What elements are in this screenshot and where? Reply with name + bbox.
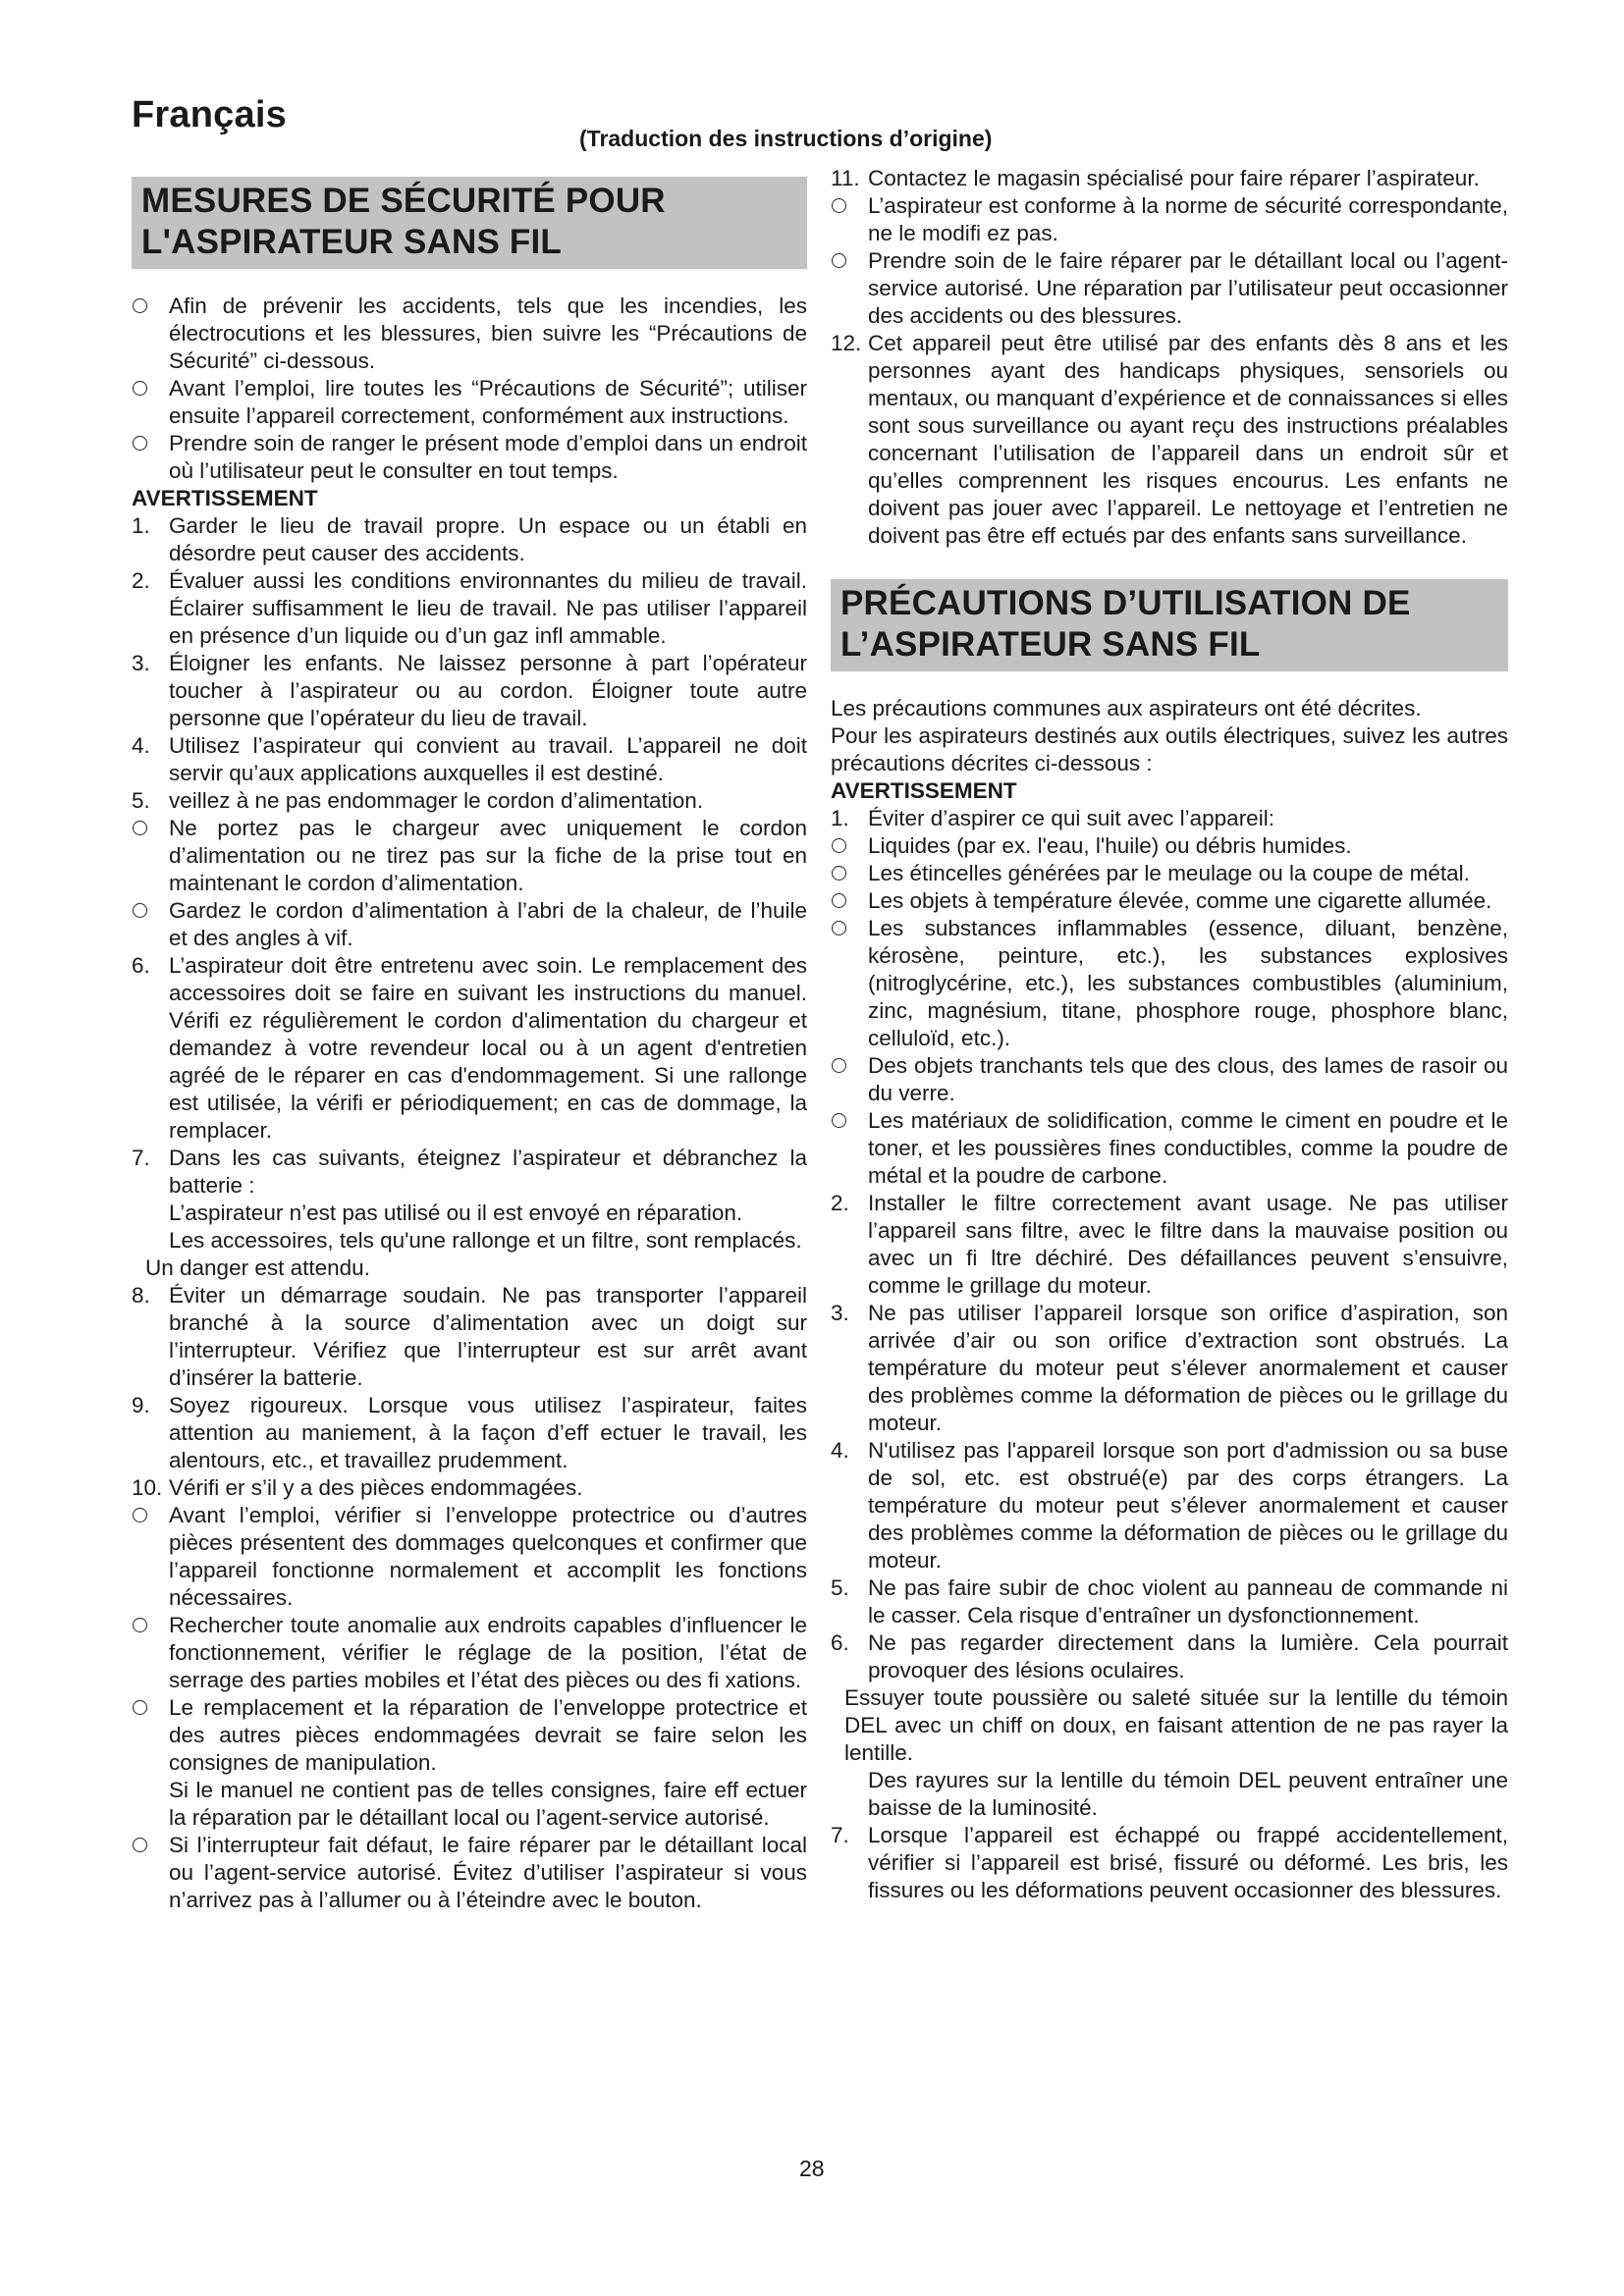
list-item: Les étincelles générées par le meulage ou la coupe de métal. [831,860,1508,887]
bullet-circle-icon [832,1113,846,1128]
list-item: Ne portez pas le chargeur avec uniquement le cordon d’alimentation ou ne tirez pas sur la fiche de la prise tout en maintenant le cordon d’alimentation. [132,815,807,897]
list-item: 5. Ne pas faire subir de choc violent au panneau de commande ni le casser. Cela risque d’entraîner un dysfonctionnement. [831,1575,1508,1628]
list-item: 6. L’aspirateur doit être entretenu avec soin. Le remplacement des accessoires doit se faire en suivant les instructions du manuel. Vérifi ez régulièrement le cordon d'alimentation du chargeur et demandez à votre revendeur local ou à un agent d'entretien agréé de le réparer en cas d'endommagement. Si une rallonge est utilisée, la vérifi er périodiquement; en cas de dommage, la remplacer. [132,953,807,1143]
list-item-continuation: Les accessoires, tels qu'une rallonge et un filtre, sont remplacés. [169,1228,802,1253]
warning-label: AVERTISSEMENT [132,486,318,510]
list-item: Les substances inflammables (essence, diluant, benzène, kérosène, peinture, etc.), les substances explosives (nitroglycérine, etc.), les substances combustibles (aluminium, zinc, magnésium, titane, phosphore rouge, phosphore blanc, celluloïd, etc.). [831,915,1508,1052]
list-item: Avant l’emploi, vérifier si l’enveloppe protectrice ou d’autres pièces présentent des dommages quelconques et confirmer que l’appareil fonctionne normalement et accomplit les fonctions nécessaires. [132,1502,807,1612]
list-item-continuation: Un danger est attendu. [145,1255,370,1280]
list-item: Des objets tranchants tels que des clous, des lames de rasoir ou du verre. [831,1052,1508,1107]
list-item: 10. Vérifi er s’il y a des pièces endommagées. [132,1475,583,1500]
bullet-circle-icon [133,821,147,835]
list-item-continuation: Essuyer toute poussière ou saleté située sur la lentille du témoin DEL avec un chiff on doux, en faisant attention de ne pas rayer la lentille. [844,1685,1508,1765]
section-heading-safety: MESURES DE SÉCURITÉ POUR L'ASPIRATEUR SANS FIL [132,177,807,269]
list-item: Les objets à température élevée, comme une cigarette allumée. [831,887,1508,915]
bullet-circle-icon [832,253,846,268]
list-item: 3. Éloigner les enfants. Ne laissez personne à part l’opérateur toucher à l’aspirateur ou au cordon. Éloigner toute autre personne que l’opérateur du lieu de travail. [132,651,807,730]
list-item: 7. Lorsque l’appareil est échappé ou frappé accidentellement, vérifier si l’appareil est brisé, fissuré ou déformé. Les bris, les fissures ou les déformations peuvent occasionner des blessures. [831,1823,1508,1902]
list-item-continuation: Des rayures sur la lentille du témoin DEL peuvent entraîner une baisse de la luminosité. [868,1768,1508,1820]
bullet-circle-icon [133,1700,147,1715]
bullet-circle-icon [133,903,147,918]
list-item: 1. Garder le lieu de travail propre. Un espace ou un établi en désordre peut causer des accidents. [132,513,807,565]
bullet-circle-icon [832,198,846,213]
list-item: Si l’interrupteur fait défaut, le faire réparer par le détaillant local ou l’agent-service autorisé. Évitez d’utiliser l’aspirateur si vous n’arrivez pas à l’allumer ou à l’éteindre avec le bouton. [132,1832,807,1914]
list-item: Rechercher toute anomalie aux endroits capables d’influencer le fonctionnement, vérifier le réglage de la position, l’état de serrage des parties mobiles et l’état des pièces ou des fi xations. [132,1612,807,1694]
list-item: 8. Éviter un démarrage soudain. Ne pas transporter l’appareil branché à la source d’alimentation avec un doigt sur l’interrupteur. Vérifiez que l’interrupteur est sur arrêt avant d’insérer la batterie. [132,1283,807,1390]
bullet-circle-icon [832,1058,846,1073]
list-item: Afin de prévenir les accidents, tels que les incendies, les électrocutions et les blessures, bien suivre les “Précautions de Sécurité” ci-dessous. [132,293,807,375]
list-item: Prendre soin de le faire réparer par le détaillant local ou l’agent-service autorisé. Une réparation par l’utilisateur peut occasionner des accidents ou des blessures. [831,247,1508,330]
list-item: Le remplacement et la réparation de l’enveloppe protectrice et des autres pièces endommagées devrait se faire selon les consignes de manipulation. [132,1694,807,1777]
list-item: 12. Cet appareil peut être utilisé par des enfants dès 8 ans et les personnes ayant des handicaps physiques, sensoriels ou mentaux, ou manquant d’expérience et de connaissances si elles sont sous surveillance ou ayant reçu des instructions préalables concernant l’utilisation de l’appareil dans un endroit sûr et qu’elles comprennent les risques encourus. Les enfants ne doivent pas jouer avec l’appareil. Le nettoyage et l’entretien ne doivent pas être eff ectués par des enfants sans surveillance. [831,331,1508,548]
bullet-circle-icon [133,436,147,451]
bullet-circle-icon [133,1508,147,1522]
bullet-circle-icon [832,921,846,935]
bullet-circle-icon [832,838,846,853]
list-item: 2. Installer le filtre correctement avant usage. Ne pas utiliser l’appareil sans filtre, avec le filtre dans la mauvaise position ou avec un fi ltre déchiré. Des défaillances peuvent s’ensuivre, comme le grillage du moteur. [831,1191,1508,1298]
bullet-circle-icon [133,381,147,396]
list-item: 7. Dans les cas suivants, éteignez l’aspirateur et débranchez la batterie : [132,1146,807,1198]
left-column [132,167,807,1914]
list-item: 5. veillez à ne pas endommager le cordon d’alimentation. [132,788,704,813]
list-item: 2. Évaluer aussi les conditions environnantes du milieu de travail. Éclairer suffisamment le lieu de travail. Ne pas utiliser l’appareil en présence d’un liquide ou d’un gaz infl ammable. [132,568,807,648]
section-heading-precautions: PRÉCAUTIONS D’UTILISATION DE L’ASPIRATEUR SANS FIL [831,579,1508,671]
list-item-continuation: Si le manuel ne contient pas de telles consignes, faire eff ectuer la réparation par le détaillant local ou l’agent-service autorisé. [169,1778,807,1830]
bullet-circle-icon [832,893,846,908]
list-item: 4. Utilisez l’aspirateur qui convient au travail. L’appareil ne doit servir qu’aux applications auxquelles il est destiné. [132,733,807,785]
list-item: 4. N'utilisez pas l'appareil lorsque son port d'admission ou sa buse de sol, etc. est obstrué(e) par des corps étrangers. La température du moteur peut s’élever anormalement et causer des problèmes comme la déformation de pièces ou le grillage du moteur. [831,1438,1508,1573]
intro-text: Pour les aspirateurs destinés aux outils électriques, suivez les autres précautions décrites ci-dessous : [831,723,1508,775]
document-subtitle: (Traduction des instructions d’origine) [579,126,993,151]
list-item: 9. Soyez rigoureux. Lorsque vous utilisez l’aspirateur, faites attention au maniement, à la façon d’eff ectuer le travail, les alentours, etc., et travaillez prudemment. [132,1393,807,1472]
language-label: Français [132,94,287,135]
list-item: 3. Ne pas utiliser l’appareil lorsque son orifice d’aspiration, son arrivée d’air ou son orifice d’extraction sont obstrués. La température du moteur peut s’élever anormalement et causer des problèmes comme la déformation de pièces ou le grillage du moteur. [831,1301,1508,1435]
list-item: L’aspirateur est conforme à la norme de sécurité correspondante, ne le modifi ez pas. [831,192,1508,247]
list-item: Gardez le cordon d’alimentation à l’abri de la chaleur, de l’huile et des angles à vif. [132,897,807,952]
list-item: 6. Ne pas regarder directement dans la lumière. Cela pourrait provoquer des lésions oculaires. [831,1630,1508,1682]
page-number: 28 [799,2156,825,2181]
bullet-circle-icon [832,866,846,881]
list-item: Prendre soin de ranger le présent mode d’emploi dans un endroit où l’utilisateur peut le consulter en tout temps. [132,430,807,485]
list-item: 1. Éviter d’aspirer ce qui suit avec l’appareil: [831,806,1274,830]
list-item: 11. Contactez le magasin spécialisé pour faire réparer l’aspirateur. [831,166,1480,190]
list-item: Liquides (par ex. l'eau, l'huile) ou débris humides. [831,832,1508,860]
warning-label: AVERTISSEMENT [831,778,1017,803]
list-item: Les matériaux de solidification, comme le ciment en poudre et le toner, et les poussières fines conductibles, comme la poudre de métal et la poudre de carbone. [831,1107,1508,1190]
bullet-circle-icon [133,1618,147,1632]
list-item-continuation: L’aspirateur n’est pas utilisé ou il est envoyé en réparation. [169,1201,743,1225]
bullet-circle-icon [133,1838,147,1852]
bullet-circle-icon [133,298,147,313]
right-column [831,165,1508,1904]
intro-text: Les précautions communes aux aspirateurs ont été décrites. [831,696,1422,721]
list-item: Avant l’emploi, lire toutes les “Précautions de Sécurité”; utiliser ensuite l’appareil correctement, conformément aux instructions. [132,375,807,430]
